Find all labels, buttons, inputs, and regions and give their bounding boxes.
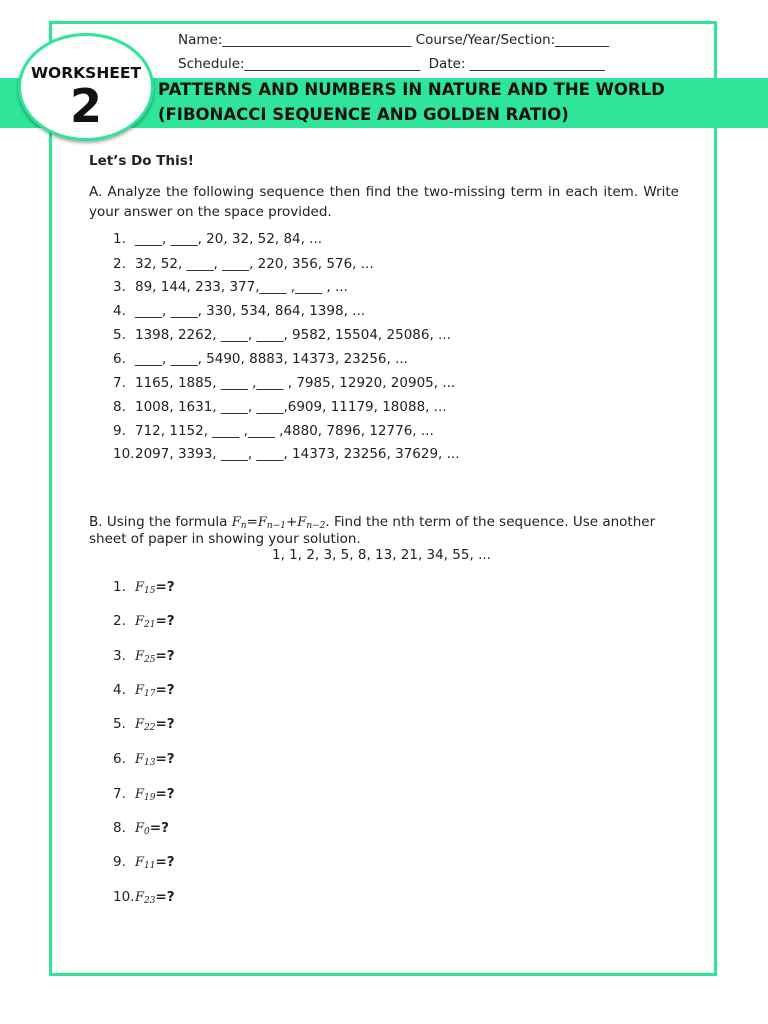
item-number: 6.: [113, 351, 126, 367]
sequence-item: [113, 279, 348, 295]
item-number: 5.: [113, 716, 126, 732]
sequence-text: 2097, 3393, ____, ____, 14373, 23256, 37629, ...: [135, 446, 460, 462]
item-number: 3.: [113, 279, 126, 295]
worksheet-number: 2: [69, 79, 102, 133]
section-a-instructions: A. Analyze the following sequence then find the two-missing term in each item. Write your answer on the space provided.: [89, 184, 679, 220]
nth-term-item: [113, 682, 175, 699]
item-number: 9.: [113, 854, 126, 870]
sequence-text: ____, ____, 330, 534, 864, 1398, ...: [135, 303, 366, 319]
nth-term-item: [113, 613, 175, 630]
sequence-item: [113, 303, 365, 319]
nth-term-item: [113, 579, 175, 596]
term-index: 0: [144, 827, 150, 837]
equals-question: =?: [155, 716, 175, 732]
fibonacci-term: F: [135, 787, 145, 802]
sequence-item: [113, 256, 374, 272]
sequence-item: [113, 399, 447, 415]
sequence-item: [113, 351, 408, 367]
term-index: 25: [144, 655, 156, 665]
item-number: 1.: [113, 579, 126, 595]
sequence-item: [113, 327, 451, 343]
fibonacci-term: F: [135, 683, 145, 698]
section-b-intro-start: B. Using the formula: [89, 514, 228, 530]
nth-term-item: [113, 751, 175, 768]
item-number: 7.: [113, 786, 126, 802]
sequence-text: 32, 52, ____, ____, 220, 356, 576, ...: [135, 256, 374, 272]
nth-term-item: [113, 786, 175, 803]
fibonacci-term: F: [135, 752, 145, 767]
item-number: 8.: [113, 399, 126, 415]
sequence-text: 712, 1152, ____ ,____ ,4880, 7896, 12776, ...: [135, 423, 434, 439]
section-b-intro-line2: sheet of paper in showing your solution.: [89, 531, 361, 547]
term-index: 22: [144, 723, 156, 733]
item-number: 6.: [113, 751, 126, 767]
sequence-text: 1398, 2262, ____, ____, 9582, 15504, 25086, ...: [135, 327, 451, 343]
name-course-line: Name:____________________________ Course/Year/Section:________: [178, 32, 610, 48]
item-number: 7.: [113, 375, 126, 391]
section-b-intro-end: . Find the nth term of the sequence. Use another: [325, 514, 656, 530]
item-number: 5.: [113, 327, 126, 343]
item-number: 8.: [113, 820, 126, 836]
fibonacci-term: F: [135, 649, 145, 664]
term-index: 21: [144, 620, 156, 630]
sequence-item: [113, 375, 455, 391]
equals-question: =?: [155, 751, 175, 767]
equals-question: =?: [149, 820, 169, 836]
fibonacci-term: F: [135, 890, 145, 905]
term-index: 11: [144, 861, 156, 871]
item-number: 10.: [113, 446, 135, 462]
nth-term-item: [113, 648, 175, 665]
item-number: 9.: [113, 423, 126, 439]
sequence-text: ____, ____, 20, 32, 52, 84, ...: [135, 231, 323, 247]
item-number: 1.: [113, 231, 126, 247]
equals-question: =?: [155, 613, 175, 629]
nth-term-item: [113, 820, 169, 837]
term-index: 23: [144, 896, 156, 906]
item-number: 4.: [113, 682, 126, 698]
term-index: 19: [144, 793, 156, 803]
worksheet-badge: [18, 33, 154, 141]
item-number: 10.: [113, 889, 135, 905]
equals-question: =?: [155, 648, 175, 664]
title-line-2: (FIBONACCI SEQUENCE AND GOLDEN RATIO): [158, 105, 569, 124]
sequence-item: [113, 446, 460, 462]
nth-term-item: [113, 716, 175, 733]
item-number: 3.: [113, 648, 126, 664]
title-line-1: PATTERNS AND NUMBERS IN NATURE AND THE WORLD: [158, 80, 665, 99]
schedule-date-line: Schedule:__________________________ Date: ____________________: [178, 56, 605, 72]
item-number: 4.: [113, 303, 126, 319]
item-number: 2.: [113, 256, 126, 272]
equals-question: =?: [155, 889, 175, 905]
fibonacci-term: F: [135, 855, 145, 870]
section-b-intro: [89, 514, 655, 531]
item-number: 2.: [113, 613, 126, 629]
fibonacci-term: F: [135, 614, 145, 629]
sequence-text: 89, 144, 233, 377,____ ,____ , ...: [135, 279, 348, 295]
equals-question: =?: [155, 682, 175, 698]
sequence-text: 1165, 1885, ____ ,____ , 7985, 12920, 20905, ...: [135, 375, 456, 391]
sequence-text: ____, ____, 5490, 8883, 14373, 23256, ...: [135, 351, 408, 367]
fibonacci-term: F: [135, 821, 145, 836]
sequence-text: 1008, 1631, ____, ____,6909, 11179, 18088, ...: [135, 399, 447, 415]
term-index: 17: [144, 689, 156, 699]
term-index: 15: [144, 586, 156, 596]
equals-question: =?: [155, 579, 175, 595]
lets-do-this-heading: Let’s Do This!: [89, 153, 194, 169]
fibonacci-term: F: [135, 717, 145, 732]
worksheet-label: WORKSHEET: [30, 64, 142, 82]
sequence-item: [113, 423, 434, 439]
fibonacci-term: F: [135, 580, 145, 595]
equals-question: =?: [155, 786, 175, 802]
equals-question: =?: [155, 854, 175, 870]
nth-term-item: [113, 854, 175, 871]
fibonacci-sequence: 1, 1, 2, 3, 5, 8, 13, 21, 34, 55, ...: [272, 547, 491, 563]
recurrence-formula: Fn=Fn−1+Fn−2: [231, 514, 326, 531]
nth-term-item: [113, 889, 175, 906]
term-index: 13: [144, 758, 156, 768]
sequence-item: [113, 231, 322, 247]
